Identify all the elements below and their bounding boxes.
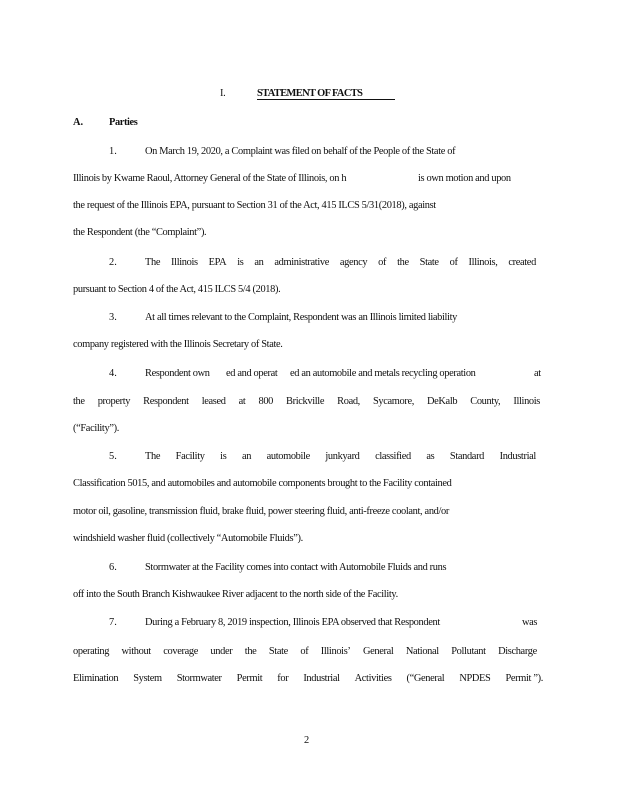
word: (“General	[406, 673, 445, 684]
word: Industrial	[499, 451, 536, 462]
paragraph-1-line-2a: Illinois by Kwame Raoul, Attorney General of the State of Illinois, on h	[73, 173, 347, 184]
word: of	[449, 257, 458, 268]
word: Permit	[236, 673, 263, 684]
paragraph-4-line-1d: at	[534, 368, 541, 379]
word: Standard	[449, 451, 485, 462]
heading-title: STATEMENT OF FACTS	[257, 88, 395, 100]
paragraph-number-4: 4.	[109, 368, 117, 379]
paragraph-5-line-4: windshield washer fluid (collectively “Automobile Fluids”).	[73, 533, 303, 544]
word: Illinois,	[468, 257, 498, 268]
word: for	[277, 673, 289, 684]
word: Stormwater	[176, 673, 222, 684]
word: the	[73, 396, 85, 407]
word: Discharge	[498, 646, 537, 657]
word: County,	[470, 396, 501, 407]
paragraph-3-line-1: At all times relevant to the Complaint, Respondent was an Illinois limited liability	[145, 312, 457, 323]
word: Pollutant	[451, 646, 486, 657]
word: Brickville	[286, 396, 325, 407]
page-number: 2	[304, 735, 310, 746]
heading-number: I.	[220, 88, 226, 99]
word: Industrial	[303, 673, 340, 684]
paragraph-number-6: 6.	[109, 562, 117, 573]
word: junkyard	[325, 451, 360, 462]
word: Elimination	[73, 673, 119, 684]
word: DeKalb	[426, 396, 458, 407]
word: property	[97, 396, 131, 407]
word: is	[220, 451, 227, 462]
word: State	[268, 646, 288, 657]
section-title: Parties	[109, 117, 138, 128]
paragraph-1-line-3: the request of the Illinois EPA, pursuant to Section 31 of the Act, 415 ILCS 5/31(2018), against	[73, 200, 436, 211]
section-letter: A.	[73, 117, 84, 128]
word: under	[210, 646, 233, 657]
word: General	[362, 646, 394, 657]
word: Respondent	[143, 396, 189, 407]
paragraph-1-line-4: the Respondent (the “Complaint”).	[73, 227, 207, 238]
word: leased	[201, 396, 226, 407]
word: Illinois	[513, 396, 540, 407]
word: administrative	[274, 257, 329, 268]
paragraph-7-line-1b: was	[522, 617, 538, 628]
word: agency	[339, 257, 368, 268]
word: the	[244, 646, 257, 657]
word: created	[508, 257, 536, 268]
paragraph-5-line-2: Classification 5015, and automobiles and automobile components brought to the Facility contained	[73, 478, 452, 489]
word: an	[241, 451, 252, 462]
paragraph-7-line-1a: During a February 8, 2019 inspection, Illinois EPA observed that Respondent	[145, 617, 440, 628]
word: Permit ”).	[505, 673, 543, 684]
paragraph-3-line-2: company registered with the Illinois Secretary of State.	[73, 339, 283, 350]
word: Facility	[175, 451, 205, 462]
word: 800	[258, 396, 274, 407]
paragraph-4-line-1c: ed an automobile and metals recycling operation	[290, 368, 476, 379]
word: of	[378, 257, 387, 268]
paragraph-7-line-3	[73, 672, 543, 685]
word: at	[238, 396, 246, 407]
paragraph-1-line-2b: is own motion and upon	[418, 173, 511, 184]
word: of	[300, 646, 309, 657]
word: without	[121, 646, 151, 657]
paragraph-2-line-2: pursuant to Section 4 of the Act, 415 ILCS 5/4 (2018).	[73, 284, 281, 295]
word: classified	[375, 451, 411, 462]
paragraph-6-line-2: off into the South Branch Kishwaukee River adjacent to the north side of the Facility.	[73, 589, 398, 600]
word: coverage	[163, 646, 198, 657]
word: Illinois’	[320, 646, 351, 657]
word: National	[405, 646, 439, 657]
word: is	[237, 257, 244, 268]
paragraph-number-3: 3.	[109, 312, 117, 323]
word: The	[145, 451, 161, 462]
paragraph-5-line-3: motor oil, gasoline, transmission fluid, brake fluid, power steering fluid, anti-freeze coolant, and/or	[73, 506, 449, 517]
word: the	[397, 257, 409, 268]
word: Road,	[337, 396, 360, 407]
word: The	[145, 257, 161, 268]
paragraph-number-7: 7.	[109, 617, 117, 628]
word: Illinois	[171, 257, 198, 268]
word: as	[426, 451, 435, 462]
word: System	[133, 673, 162, 684]
word: Activities	[354, 673, 392, 684]
paragraph-4-line-3: (“Facility”).	[73, 423, 119, 434]
paragraph-number-5: 5.	[109, 451, 117, 462]
paragraph-number-2: 2.	[109, 257, 117, 268]
paragraph-4-line-1b: ed and operat	[226, 368, 278, 379]
paragraph-5-line-1	[145, 450, 536, 463]
paragraph-4-line-1a: Respondent own	[145, 368, 210, 379]
word: operating	[73, 646, 110, 657]
paragraph-7-line-2	[73, 645, 537, 658]
word: EPA	[208, 257, 227, 268]
paragraph-1-line-1: On March 19, 2020, a Complaint was filed on behalf of the People of the State of	[145, 146, 456, 157]
paragraph-number-1: 1.	[109, 146, 117, 157]
word: NPDES	[459, 673, 491, 684]
word: State	[419, 257, 439, 268]
paragraph-2-line-1	[145, 256, 536, 269]
word: Sycamore,	[372, 396, 414, 407]
word: an	[254, 257, 264, 268]
paragraph-4-line-2	[73, 395, 540, 408]
word: automobile	[266, 451, 310, 462]
paragraph-6-line-1: Stormwater at the Facility comes into contact with Automobile Fluids and runs	[145, 562, 447, 573]
